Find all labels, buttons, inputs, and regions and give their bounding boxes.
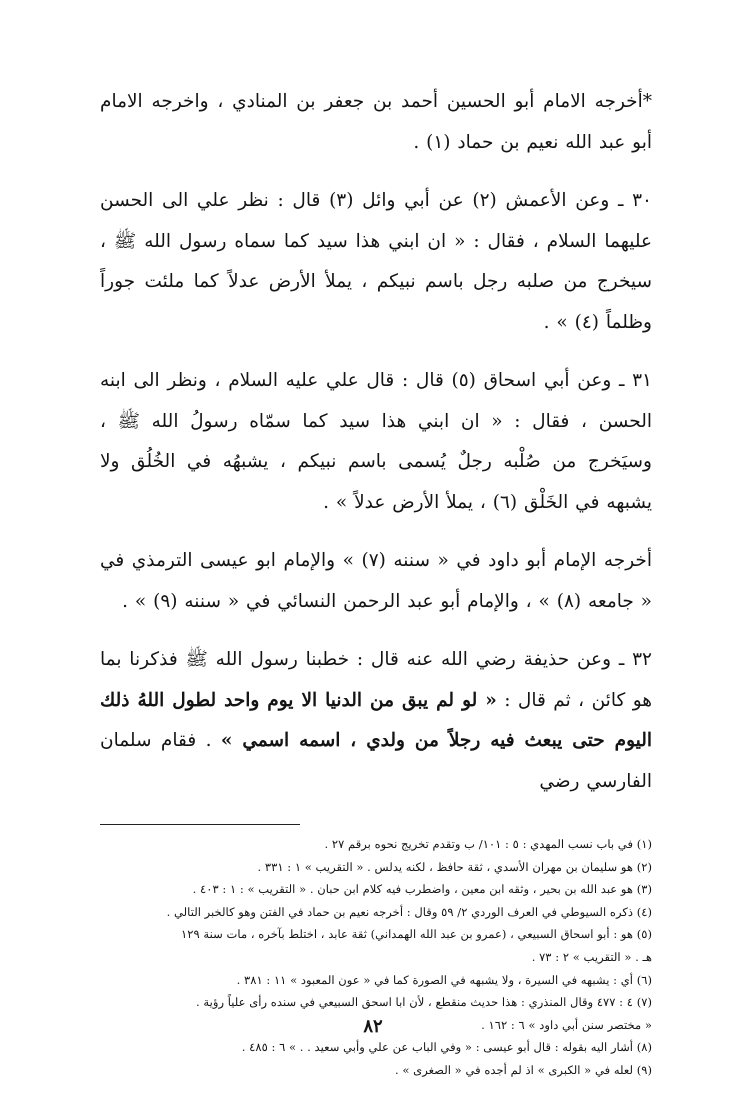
footnote: (٤) ذكره السيوطي في العرف الوردي ٢/ ٥٩ وقال : أخرجه نعيم بن حماد في الفتن وهو كالخبر التالي . bbox=[166, 904, 652, 919]
paragraph-hadith-32 bbox=[100, 640, 652, 802]
footnote: (٨) أشار اليه بقوله : قال أبو عيسى : « وفي الباب عن علي وأبي سعيد . . » ٦ : ٤٨٥ . bbox=[241, 1040, 652, 1055]
footnotes bbox=[100, 833, 652, 1082]
footnote-continuation: « مختصر سنن أبي داود » ٦ : ١٦٢ . bbox=[481, 1017, 652, 1032]
footnote: (٩) لعله في « الكبرى » اذ لم أجده في « الصغرى » . bbox=[394, 1062, 652, 1077]
footnote: (١) في باب نسب المهدي : ٥ : ١٠١/ ب وتقدم تخريج نحوه برقم ٢٧ . bbox=[324, 837, 652, 851]
paragraph-intro: *أخرجه الامام أبو الحسين أحمد بن جعفر بن المنادي ، واخرجه الامام أبو عبد الله نعيم بن حماد (١) . bbox=[100, 91, 652, 153]
paragraph-takhrij-31: أخرجه الإمام أبو داود في « سننه (٧) » والإمام ابو عيسى الترمذي في « جامعه (٨) » ، والإمام أبو عبد الرحمن النسائي في « سننه (٩) » . bbox=[100, 550, 652, 612]
footnote-separator bbox=[100, 824, 300, 825]
footnote: (٥) هو : أبو اسحاق السبيعي ، (عمرو بن عبد الله الهمداني) ثقة عابد ، اختلط بآخره ، مات سنة ١٢٩ bbox=[181, 927, 652, 942]
page-number: ٨٢ bbox=[363, 1016, 383, 1037]
book-page bbox=[100, 82, 652, 1082]
footnote: (٧) ٤ : ٤٧٧ وقال المنذري : هذا حديث منقطع ، لأن ابا اسحق السبيعي في سنده رأى علياً رؤية . bbox=[196, 995, 652, 1010]
paragraph-hadith-30: ٣٠ ـ وعن الأعمش (٢) عن أبي وائل (٣) قال : نظر علي الى الحسن عليهما السلام ، فقال : « ان ابني هذا سيد كما سماه رسول الله ﷺ ، سيخرج من صلبه رجل باسم نبيكم ، يملأ الأرض عدلاً كما ملئت جوراً وظلماً (٤) » . bbox=[100, 190, 652, 333]
hadith-32-quote: « لو لم يبق من الدنيا الا يوم واحد لطول اللهُ ذلك اليوم حتى يبعث فيه رجلاً من ولدي ، اسمه اسمي » bbox=[100, 689, 652, 751]
footnote-continuation: هـ . « التقريب » ٢ : ٧٣ . bbox=[531, 949, 652, 964]
hadith-32-intro: ٣٢ ـ وعن حذيفة رضي الله عنه قال : خطبنا رسول الله ﷺ فذكرنا بما هو كائن ، ثم قال : bbox=[100, 649, 653, 711]
paragraph-hadith-31: ٣١ ـ وعن أبي اسحاق (٥) قال : قال علي عليه السلام ، ونظر الى ابنه الحسن ، فقال : « ان ابني هذا سيد كما سمّاه رسولُ الله ﷺ ، وسيَخرج من صُلْبه رجلٌ يُسمى باسم نبيكم ، يشبهُه في الخُلُق ولا يشبهه في الخَلْق (٦) ، يملأ الأرض عدلاً » . bbox=[100, 370, 652, 513]
footnote: (٦) أي : يشبهه في السيرة ، ولا يشبهه في الصورة كما في « عون المعبود » ١١ : ٣٨١ . bbox=[236, 972, 652, 987]
footnote: (٢) هو سليمان بن مهران الأسدي ، ثقة حافظ ، لكنه يدلس . « التقريب » ١ : ٣٣١ . bbox=[257, 859, 652, 874]
footnote: (٣) هو عبد الله بن بحير ، وثقه ابن معين ، واضطرب فيه كلام ابن حبان . « التقريب » : ١ : ٤٠٣ . bbox=[192, 882, 652, 897]
hadith-32-tail: . فقام سلمان الفارسي رضي bbox=[100, 730, 652, 792]
